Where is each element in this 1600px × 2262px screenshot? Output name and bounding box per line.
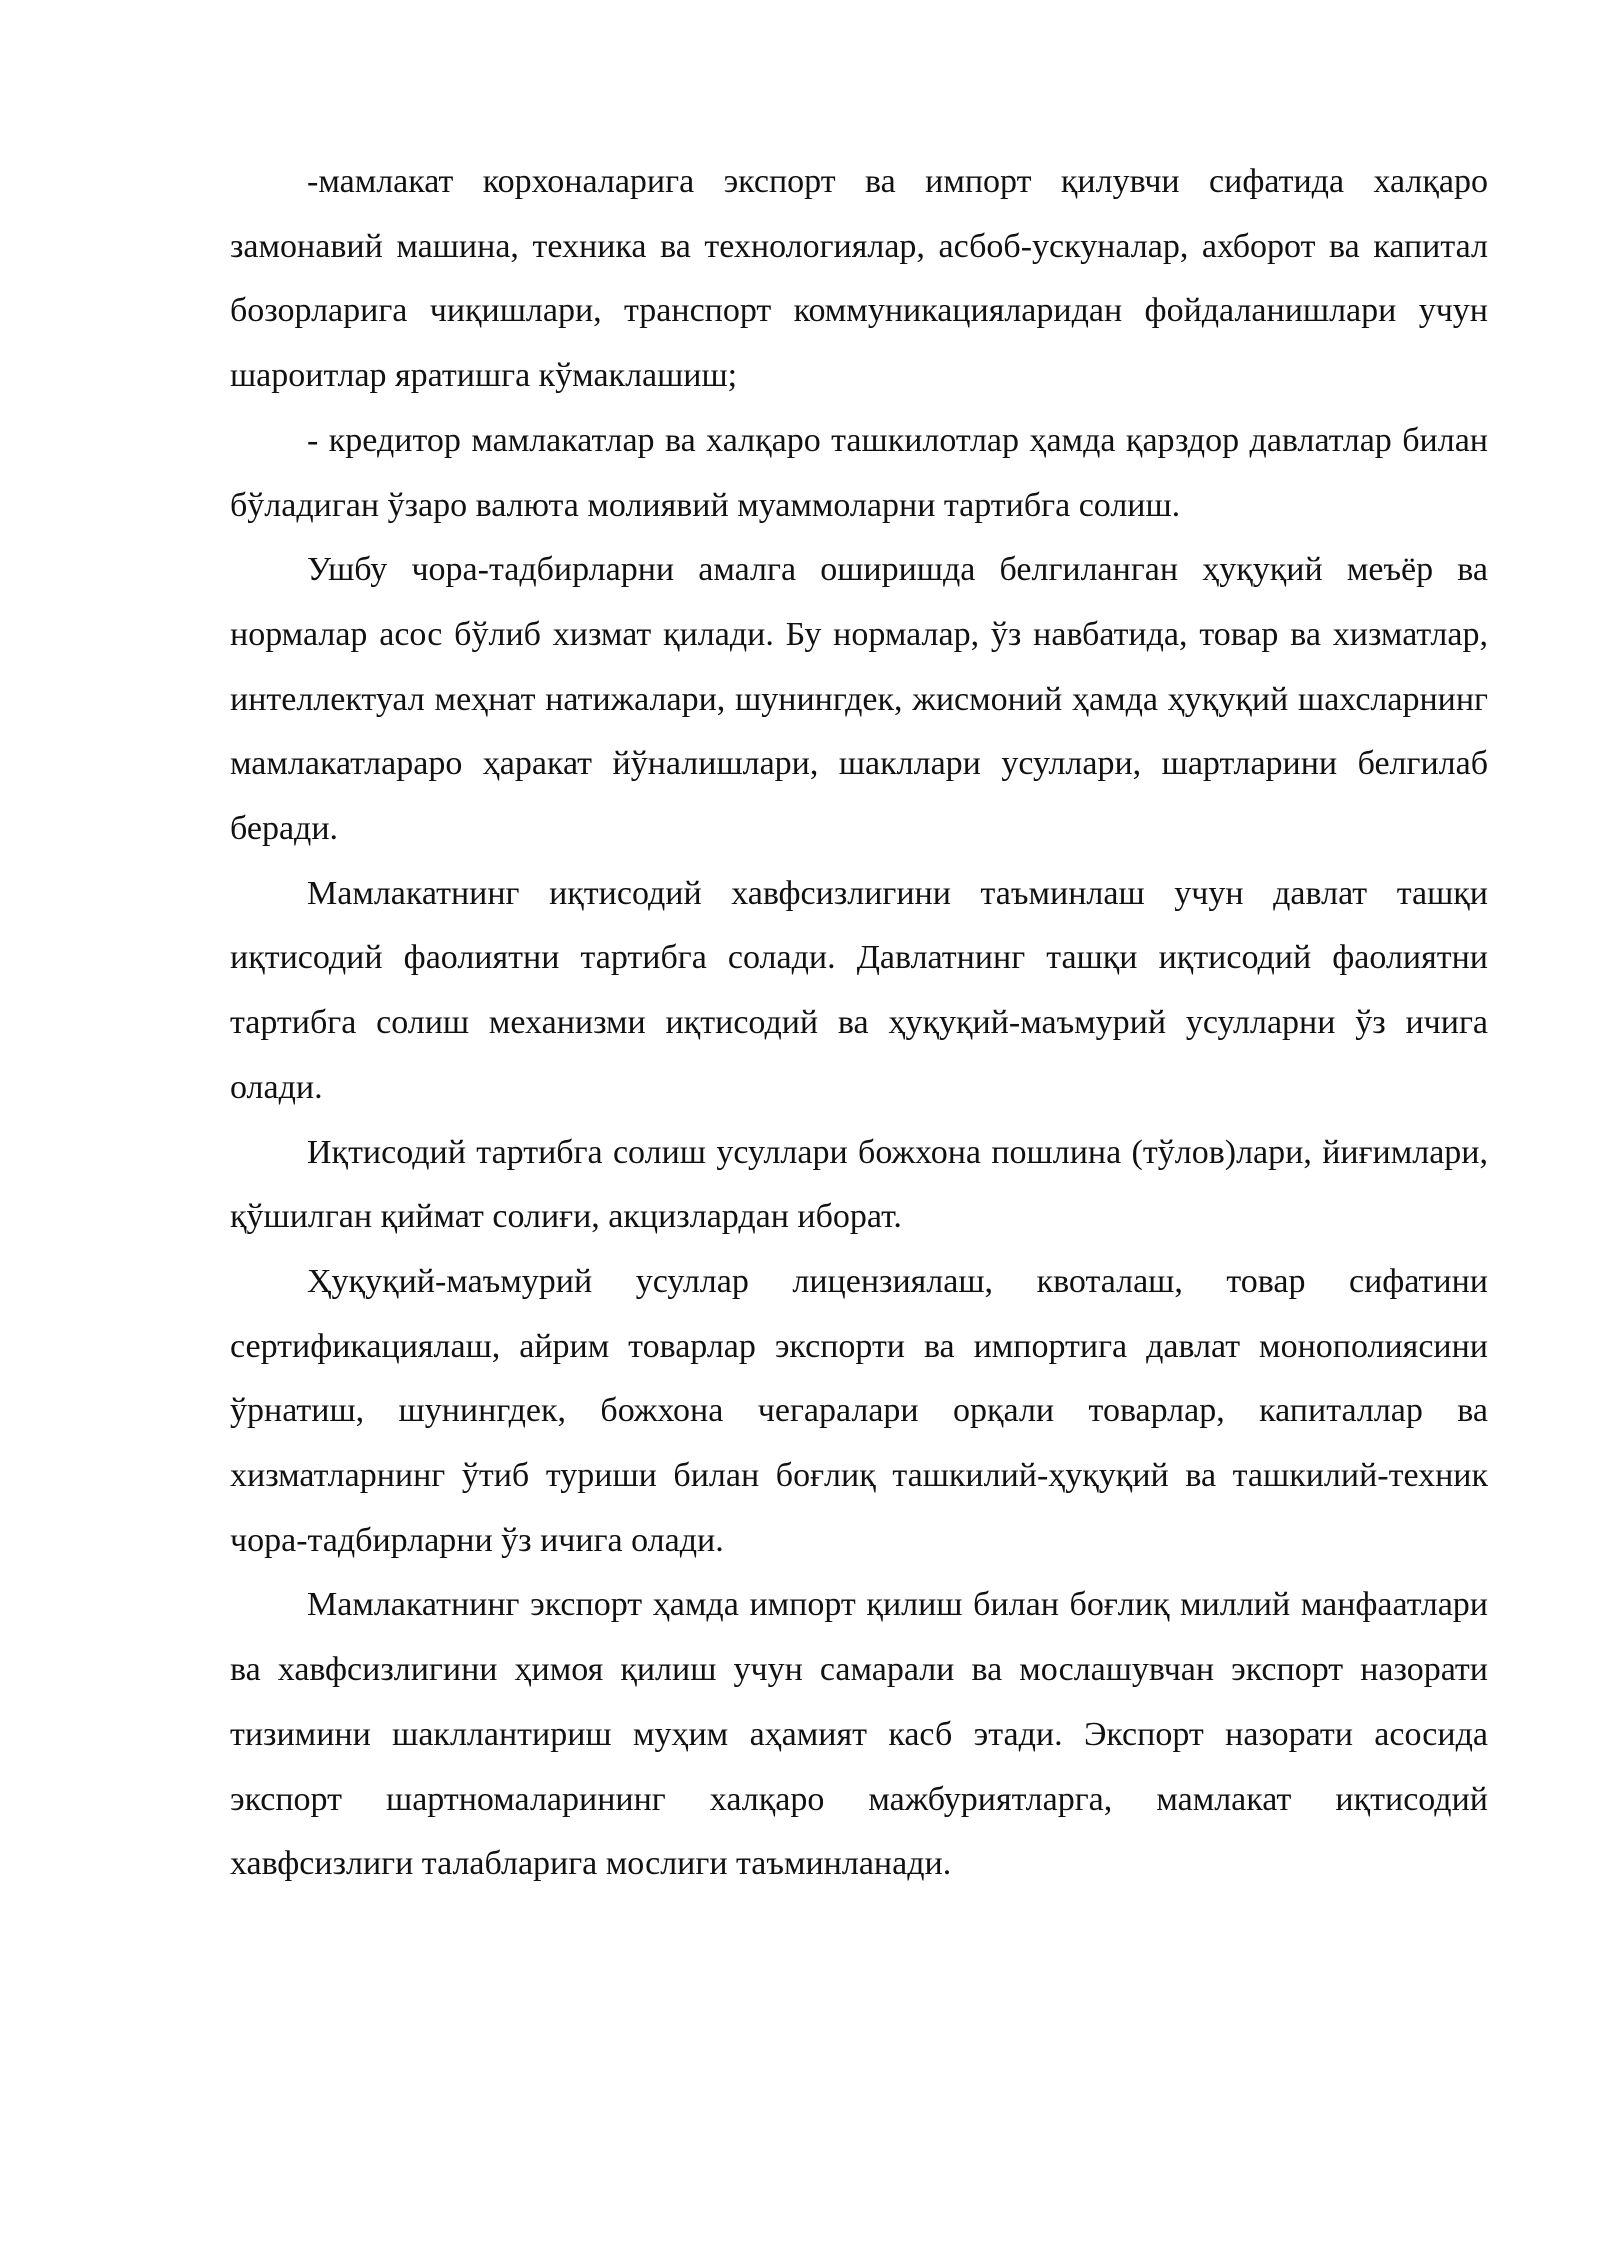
paragraph-export-import-support: -мамлакат корхоналарига экспорт ва импорт қилувчи сифатида халқаро замонавий машина, техника ва технологиялар, асбоб-ускуналар, ахборот ва капитал бозорларига чиқишлари, транспорт коммуникацияларидан фойдаланишлари учун шароитлар яратишга кўмаклашиш;: [230, 163, 1488, 395]
paragraph-export-control: Мамлакатнинг экспорт ҳамда импорт қилиш билан боғлиқ миллий манфаатлари ва хавфсизлигини ҳимоя қилиш учун самарали ва мослашувчан экспорт назорати тизимини шакллантириш муҳим аҳамият касб этади. Экспорт назорати асосида экспорт шартномаларининг халқаро мажбуриятларга, мамлакат иқтисодий хавфсизлиги талабларига мослиги таъминланади.: [230, 1586, 1488, 1883]
paragraph-economic-security: Мамлакатнинг иқтисодий хавфсизлигини таъминлаш учун давлат ташқи иқтисодий фаолиятни тартибга солади. Давлатнинг ташқи иқтисодий фаолиятни тартибга солиш механизми иқтисодий ва ҳуқуқий-маъмурий усулларни ўз ичига олади.: [230, 874, 1488, 1106]
document-body: [230, 150, 1488, 1897]
paragraph-legal-norms: Ушбу чора-тадбирларни амалга оширишда белгиланган ҳуқуқий меъёр ва нормалар асос бўлиб хизмат қилади. Бу нормалар, ўз навбатида, товар ва хизматлар, интеллектуал меҳнат натижалари, шунингдек, жисмоний ҳамда ҳуқуқий шахсларнинг мамлакатлараро ҳаракат йўналишлари, шакллари усуллари, шартларини белгилаб беради.: [230, 551, 1488, 848]
paragraph-creditor-debt-regulation: - кредитор мамлакатлар ва халқаро ташкилотлар ҳамда қарздор давлатлар билан бўладиган ўзаро валюта молиявий муаммоларни тартибга солиш.: [230, 421, 1488, 524]
paragraph-economic-regulation-methods: Иқтисодий тартибга солиш усуллари божхона пошлина (тўлов)лари, йиғимлари, қўшилган қиймат солиғи, акцизлардан иборат.: [230, 1133, 1488, 1236]
paragraph-legal-administrative-methods: Ҳуқуқий-маъмурий усуллар лицензиялаш, квоталаш, товар сифатини сертификациялаш, айрим товарлар экспорти ва импортига давлат монополиясини ўрнатиш, шунингдек, божхона чегаралари орқали товарлар, капиталлар ва хизматларнинг ўтиб туриши билан боғлиқ ташкилий-ҳуқуқий ва ташкилий-техник чора-тадбирларни ўз ичига олади.: [230, 1262, 1488, 1559]
